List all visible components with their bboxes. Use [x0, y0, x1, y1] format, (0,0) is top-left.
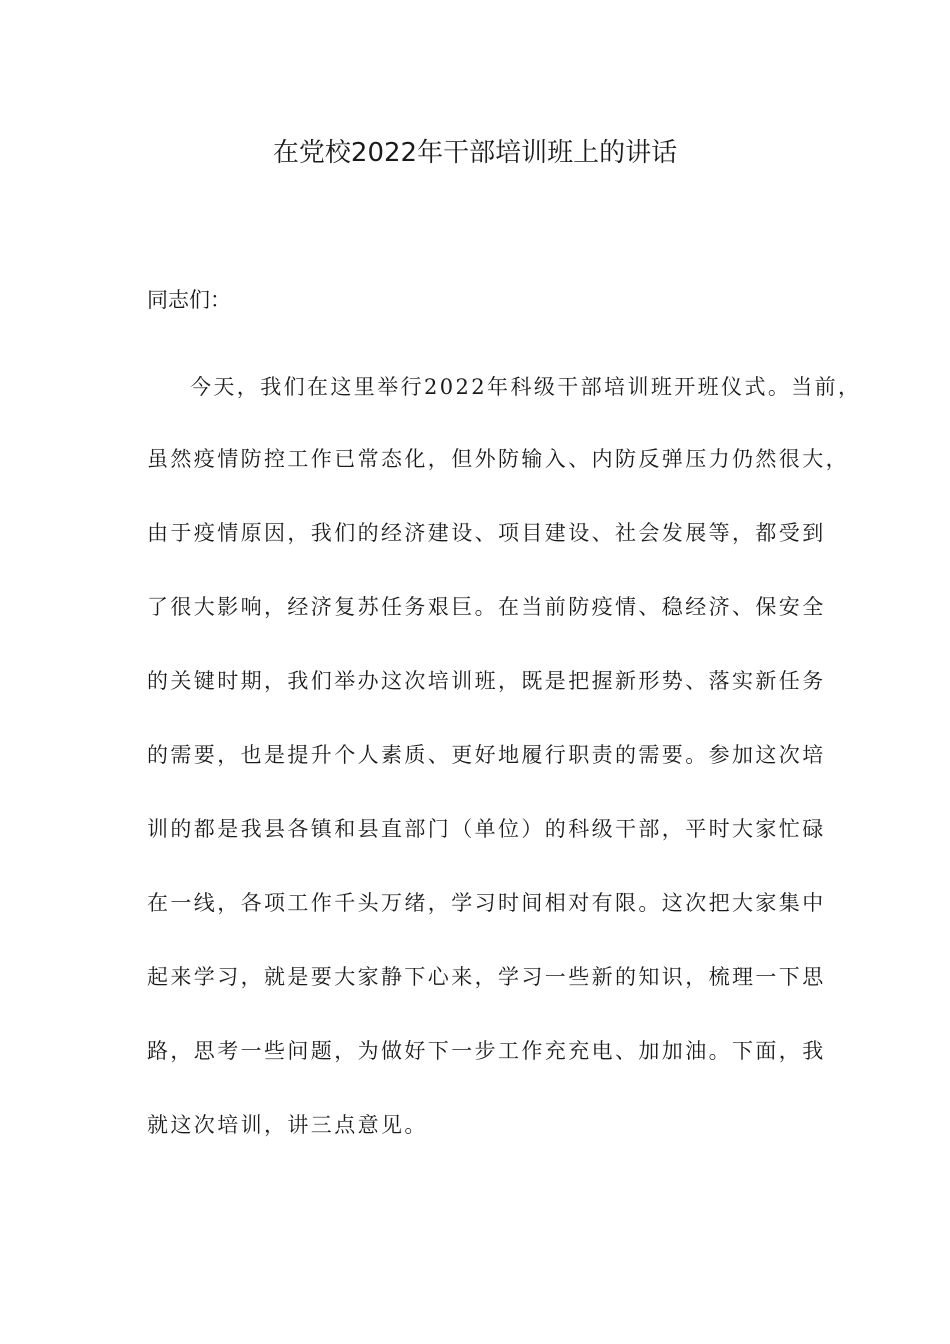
paragraph-line: 了很大影响，经济复苏任务艰巨。在当前防疫情、稳经济、保安全	[147, 595, 826, 619]
paragraph-line: 路，思考一些问题，为做好下一步工作充充电、加加油。下面，我	[147, 1039, 826, 1063]
paragraph-line: 虽然疫情防控工作已常态化，但外防输入、内防反弹压力仍然很大，	[147, 447, 849, 471]
paragraph-line: 由于疫情原因，我们的经济建设、项目建设、社会发展等，都受到	[147, 521, 826, 545]
document-title: 在党校2022年干部培训班上的讲话	[272, 138, 678, 168]
paragraph-line: 的关键时期，我们举办这次培训班，既是把握新形势、落实新任务	[147, 669, 826, 693]
salutation: 同志们：	[147, 288, 231, 312]
paragraph-line: 训的都是我县各镇和县直部门（单位）的科级干部，平时大家忙碌	[147, 817, 826, 841]
paragraph-line: 起来学习，就是要大家静下心来，学习一些新的知识，梳理一下思	[147, 965, 826, 989]
paragraph-line: 在一线，各项工作千头万绪，学习时间相对有限。这次把大家集中	[147, 891, 826, 915]
paragraph-line: 的需要，也是提升个人素质、更好地履行职责的需要。参加这次培	[147, 743, 826, 767]
paragraph-line: 就这次培训，讲三点意见。	[147, 1113, 428, 1137]
paragraph-line: 今天，我们在这里举行2022年科级干部培训班开班仪式。当前，	[190, 375, 862, 399]
